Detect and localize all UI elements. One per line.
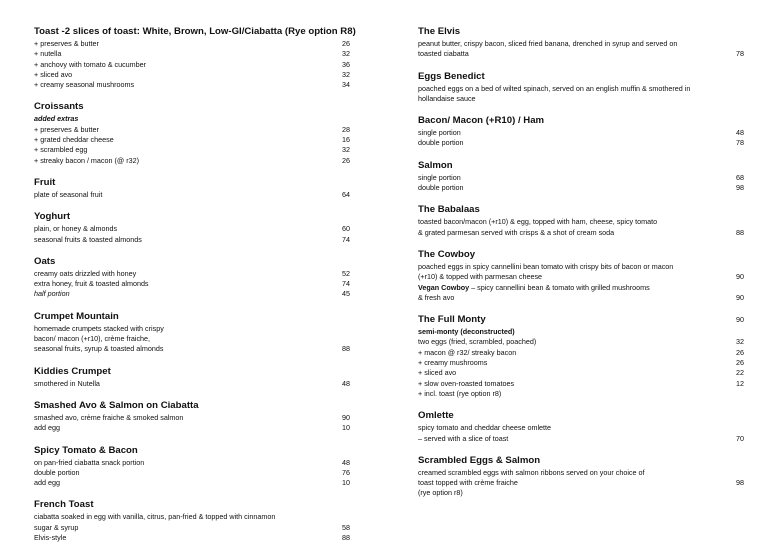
menu-item <box>418 228 744 238</box>
item-price: 32 <box>342 69 350 79</box>
item-text: + grated cheddar cheese <box>34 135 114 145</box>
section-title: Bacon/ Macon (+R10) / Ham <box>418 115 545 127</box>
item-price: 70 <box>736 433 744 443</box>
menu-item <box>34 533 350 543</box>
section-salmon <box>418 160 744 194</box>
item-text: + preserves & butter <box>34 124 99 134</box>
item-price: 26 <box>342 155 350 165</box>
menu-item <box>418 379 744 389</box>
item-description <box>418 217 744 227</box>
menu-item <box>34 279 350 289</box>
item-price: 26 <box>736 347 744 357</box>
item-description <box>34 334 350 344</box>
item-price: 10 <box>342 478 350 488</box>
menu-item <box>34 269 350 279</box>
item-price: 78 <box>736 138 744 148</box>
menu-left-column <box>34 26 356 554</box>
item-price: 36 <box>342 59 350 69</box>
item-text <box>418 283 744 293</box>
item-price: 98 <box>736 183 744 193</box>
section-title: Smashed Avo & Salmon on Ciabatta <box>34 399 199 411</box>
menu-item <box>34 379 350 389</box>
menu-item <box>418 434 744 444</box>
item-text: ciabatta soaked in egg with vanilla, citrus, pan-fried & topped with cinnamon <box>34 512 276 522</box>
item-description <box>418 423 744 433</box>
section-scrambled-eggs-salmon <box>418 455 744 499</box>
item-text: add egg <box>34 478 60 488</box>
menu-item <box>34 70 350 80</box>
section-the-cowboy <box>418 249 744 303</box>
item-text: smothered in Nutella <box>34 378 100 388</box>
vegan-label: Vegan Cowboy <box>418 282 470 292</box>
item-price: 34 <box>342 80 350 90</box>
section-toast <box>34 26 356 90</box>
item-text: & fresh avo <box>418 292 455 302</box>
item-text: Elvis-style <box>34 533 67 543</box>
item-text: poached eggs on a bed of wilted spinach, served on an english muffin & smothered in <box>418 83 691 93</box>
menu-item <box>34 190 350 200</box>
menu-item <box>34 135 350 145</box>
item-description <box>418 488 744 498</box>
menu-item <box>34 60 350 70</box>
section-title: Salmon <box>418 159 453 171</box>
section-yoghurt <box>34 211 350 245</box>
item-price: 26 <box>342 39 350 48</box>
menu-item <box>418 293 744 303</box>
item-text: + anchovy with tomato & cucumber <box>34 59 147 69</box>
section-french-toast <box>34 499 350 543</box>
item-price: 88 <box>342 344 350 354</box>
section-the-full-monty <box>418 314 744 399</box>
menu-item <box>34 224 350 234</box>
item-text: toast topped with crème fraiche <box>418 478 518 488</box>
item-text: sugar & syrup <box>34 522 79 532</box>
menu-item <box>418 337 744 347</box>
item-text: plate of seasonal fruit <box>34 189 103 199</box>
item-text: + incl. toast (rye option r8) <box>418 388 502 398</box>
item-text: single portion <box>418 128 461 138</box>
menu-item <box>418 478 744 488</box>
item-text: two eggs (fried, scrambled, poached) <box>418 337 537 347</box>
menu-item <box>34 413 350 423</box>
section-title: French Toast <box>34 499 94 511</box>
item-text: extra honey, fruit & toasted almonds <box>34 279 149 289</box>
section-crumpet-mountain <box>34 311 350 355</box>
item-text: add egg <box>34 423 60 433</box>
item-price: 90 <box>736 292 744 302</box>
item-text: & grated parmesan served with crisps & a shot of cream soda <box>418 227 615 237</box>
item-price: 48 <box>736 128 744 138</box>
section-croissants <box>34 101 350 165</box>
section-fruit <box>34 177 350 200</box>
item-price: 74 <box>342 279 350 289</box>
menu-item <box>418 138 744 148</box>
section-title: Omlette <box>418 410 454 422</box>
menu-item <box>34 156 350 166</box>
item-price: 28 <box>342 124 350 134</box>
item-text: + slow oven-roasted tomatoes <box>418 378 515 388</box>
section-oats <box>34 256 350 300</box>
item-text: + sliced avo <box>418 368 457 378</box>
item-text: spicy tomato and cheddar cheese omlette <box>418 423 552 433</box>
item-price: 48 <box>342 457 350 467</box>
menu-item <box>34 80 350 90</box>
item-text: + creamy seasonal mushrooms <box>34 80 135 90</box>
item-text: (+r10) & topped with parmesan cheese <box>418 272 543 282</box>
menu-item <box>418 173 744 183</box>
item-price: 64 <box>342 189 350 199</box>
item-text: + macon @ r32/ streaky bacon <box>418 347 517 357</box>
menu-item <box>34 49 350 59</box>
section-the-elvis <box>418 26 744 60</box>
section-title: Scrambled Eggs & Salmon <box>418 454 541 466</box>
section-title: Croissants <box>34 101 84 113</box>
item-text: – served with a slice of toast <box>418 433 509 443</box>
item-price: 32 <box>342 49 350 59</box>
item-price: 12 <box>736 378 744 388</box>
section-the-babalaas <box>418 204 744 238</box>
item-price: 45 <box>342 289 350 299</box>
section-spicy-tomato <box>34 445 350 489</box>
item-price: 52 <box>342 268 350 278</box>
item-price: 88 <box>342 533 350 543</box>
item-price: 90 <box>736 315 744 325</box>
menu-item <box>418 272 744 282</box>
menu-item <box>418 389 744 399</box>
item-text: double portion <box>418 183 464 193</box>
item-price: 60 <box>342 224 350 234</box>
item-description <box>418 468 744 478</box>
item-price: 22 <box>736 368 744 378</box>
item-text: seasonal fruits, syrup & toasted almonds <box>34 344 164 354</box>
item-text: + preserves & butter <box>34 39 99 48</box>
vegan-text: – spicy cannellini bean & tomato with grilled mushrooms <box>469 282 650 292</box>
menu-item <box>34 145 350 155</box>
section-title: Toast -2 slices of toast: White, Brown, Low-GI/Ciabatta (Rye option R8) <box>34 26 356 37</box>
section-title: Oats <box>34 255 56 267</box>
menu-item <box>34 125 350 135</box>
menu-item <box>34 423 350 433</box>
item-price: 32 <box>736 337 744 347</box>
item-price: 16 <box>342 135 350 145</box>
item-description <box>418 84 744 94</box>
item-description <box>418 94 744 104</box>
item-text: homemade crumpets stacked with crispy <box>34 323 164 333</box>
section-title: Fruit <box>34 176 56 188</box>
subtitle-text: semi-monty (deconstructed) <box>418 327 515 337</box>
item-price: 78 <box>736 49 744 59</box>
item-price: 26 <box>736 358 744 368</box>
menu-item <box>34 523 350 533</box>
section-subtitle <box>418 327 744 337</box>
section-title: The Full Monty <box>418 314 486 326</box>
section-title: Yoghurt <box>34 211 71 223</box>
item-price: 32 <box>342 145 350 155</box>
item-description <box>34 512 350 522</box>
section-title: Eggs Benedict <box>418 70 485 82</box>
item-text: (rye option r8) <box>418 488 463 498</box>
menu-item <box>34 458 350 468</box>
item-text: + streaky bacon / macon (@ r32) <box>34 155 139 165</box>
menu-right-column <box>418 26 744 510</box>
item-text: on pan-fried ciabatta snack portion <box>34 457 145 467</box>
item-description <box>418 262 744 272</box>
section-eggs-benedict <box>418 71 744 105</box>
menu-item <box>34 344 350 354</box>
item-description <box>418 283 744 293</box>
section-subtitle <box>34 114 350 124</box>
item-text: half portion <box>34 289 70 299</box>
section-title: Crumpet Mountain <box>34 310 119 322</box>
menu-item <box>34 39 350 49</box>
item-text: double portion <box>418 138 464 148</box>
section-smashed-avo <box>34 400 350 434</box>
item-text: plain, or honey & almonds <box>34 224 118 234</box>
item-text: single portion <box>418 172 461 182</box>
item-price: 90 <box>342 412 350 422</box>
menu-item <box>418 348 744 358</box>
item-text: double portion <box>34 467 80 477</box>
section-omlette <box>418 410 744 444</box>
item-text: + sliced avo <box>34 69 73 79</box>
menu-item <box>34 478 350 488</box>
menu-item <box>418 128 744 138</box>
menu-item <box>418 358 744 368</box>
menu-item <box>418 368 744 378</box>
section-title-row <box>418 314 744 326</box>
item-text: creamed scrambled eggs with salmon ribbons served on your choice of <box>418 467 645 477</box>
item-price: 74 <box>342 234 350 244</box>
item-price: 88 <box>736 227 744 237</box>
item-text: + scrambled egg <box>34 145 88 155</box>
item-price: 10 <box>342 423 350 433</box>
menu-item <box>34 468 350 478</box>
item-price: 90 <box>736 272 744 282</box>
section-title: The Babalaas <box>418 204 480 216</box>
item-text: smashed avo, crème fraiche & smoked salmon <box>34 412 184 422</box>
section-title: Spicy Tomato & Bacon <box>34 444 138 456</box>
item-text: toasted bacon/macon (+r10) & egg, topped with ham, cheese, spicy tomato <box>418 217 658 227</box>
menu-item <box>34 289 350 299</box>
menu-item <box>418 183 744 193</box>
item-text: creamy oats drizzled with honey <box>34 268 137 278</box>
item-text: hollandaise sauce <box>418 93 476 103</box>
item-price: 76 <box>342 467 350 477</box>
item-price: 58 <box>342 522 350 532</box>
section-kiddies-crumpet <box>34 366 350 389</box>
item-price: 98 <box>736 478 744 488</box>
section-bacon-macon-ham <box>418 115 744 149</box>
item-text: peanut butter, crispy bacon, sliced fried banana, drenched in syrup and served on <box>418 39 678 48</box>
item-text: seasonal fruits & toasted almonds <box>34 234 142 244</box>
item-text: poached eggs in spicy cannellini bean tomato with crispy bits of bacon or macon <box>418 261 674 271</box>
item-description <box>34 324 350 334</box>
section-title: The Cowboy <box>418 248 476 260</box>
subtitle-text: added extras <box>34 114 79 124</box>
item-text: + creamy mushrooms <box>418 358 488 368</box>
menu-item <box>418 49 744 59</box>
menu-item <box>34 235 350 245</box>
item-price: 68 <box>736 172 744 182</box>
item-text: toasted ciabatta <box>418 49 469 59</box>
item-description <box>418 39 744 49</box>
item-text: + nutella <box>34 49 62 59</box>
section-title: Kiddies Crumpet <box>34 365 111 377</box>
item-text: bacon/ macon (+r10), crème fraiche, <box>34 334 151 344</box>
section-title: The Elvis <box>418 26 461 37</box>
item-price: 48 <box>342 378 350 388</box>
